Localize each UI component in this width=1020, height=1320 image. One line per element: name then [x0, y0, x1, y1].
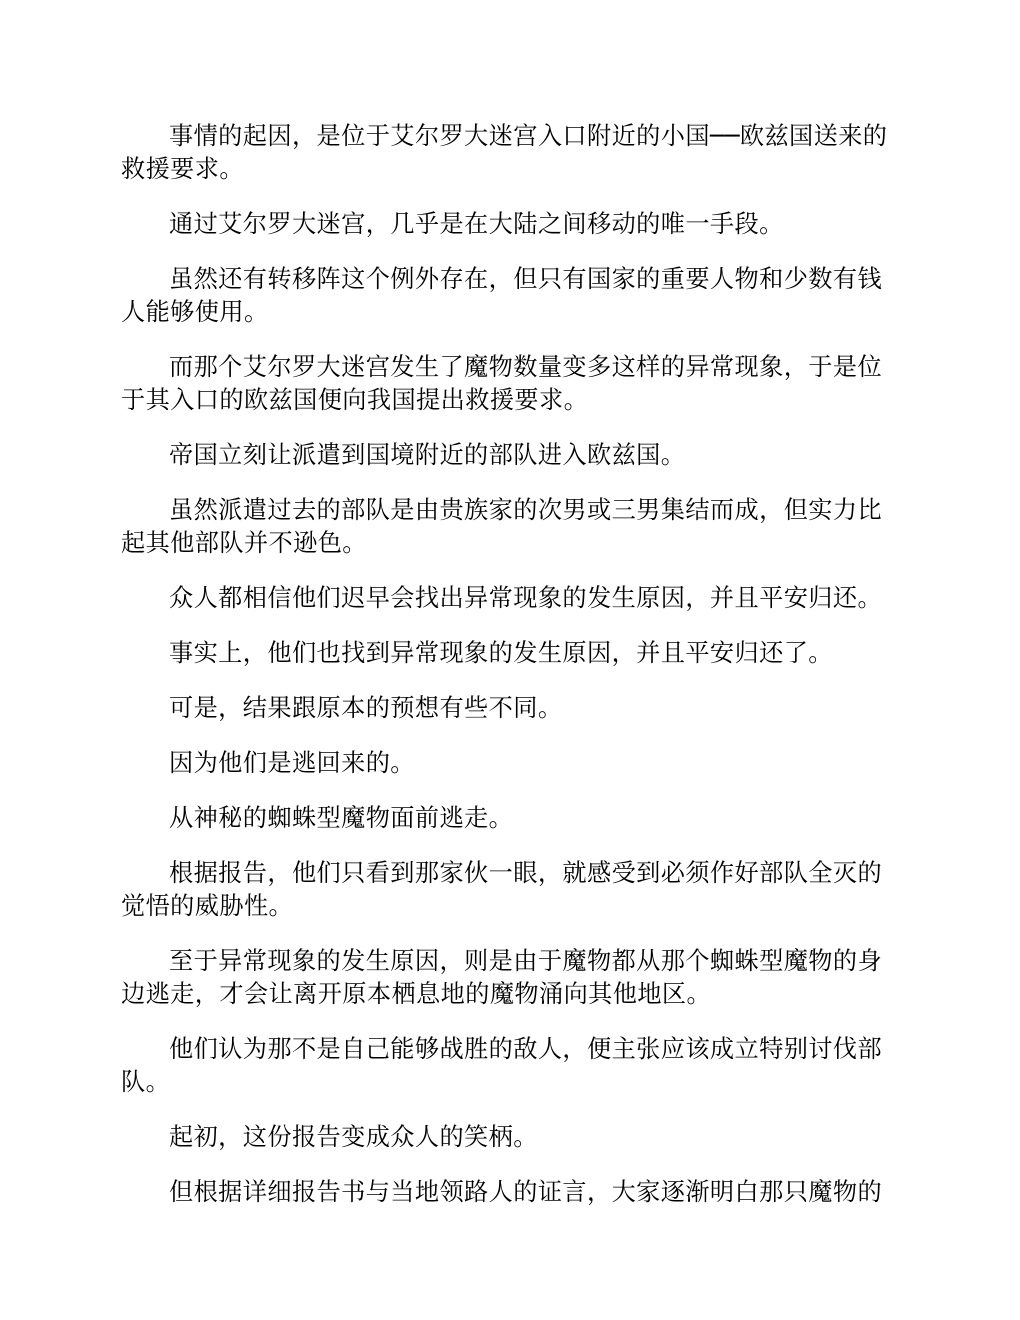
paragraph: 因为他们是逃回来的。	[169, 749, 415, 777]
paragraph: 通过艾尔罗大迷宫，几乎是在大陆之间移动的唯一手段。	[169, 210, 784, 238]
paragraph: 可是，结果跟原本的预想有些不同。	[169, 694, 563, 722]
paragraph: 事情的起因，是位于艾尔罗大迷宫入口附近的小国──欧兹国送来的救援要求。	[121, 122, 888, 183]
paragraph: 起初，这份报告变成众人的笑柄。	[169, 1123, 538, 1151]
paragraph: 从神秘的蜘蛛型魔物面前逃走。	[169, 804, 514, 832]
paragraph: 根据报告，他们只看到那家伙一眼，就感受到必须作好部队全灭的觉悟的威胁性。	[121, 859, 883, 920]
paragraph: 事实上，他们也找到异常现象的发生原因，并且平安归还了。	[169, 639, 833, 667]
paragraph: 但根据详细报告书与当地领路人的证言，大家逐渐明白那只魔物的	[169, 1178, 883, 1206]
document-text-body	[121, 120, 897, 1231]
paragraph: 他们认为那不是自己能够战胜的敌人，便主张应该成立特别讨伐部队。	[121, 1035, 883, 1096]
paragraph: 虽然派遣过去的部队是由贵族家的次男或三男集结而成，但实力比起其他部队并不逊色。	[121, 496, 883, 557]
paragraph: 众人都相信他们迟早会找出异常现象的发生原因，并且平安归还。	[169, 584, 883, 612]
paragraph: 帝国立刻让派遣到国境附近的部队进入欧兹国。	[169, 441, 686, 469]
paragraph: 而那个艾尔罗大迷宫发生了魔物数量变多这样的异常现象，于是位于其入口的欧兹国便向我国提出救援要求。	[121, 353, 883, 414]
paragraph: 虽然还有转移阵这个例外存在，但只有国家的重要人物和少数有钱人能够使用。	[121, 265, 883, 326]
paragraph: 至于异常现象的发生原因，则是由于魔物都从那个蜘蛛型魔物的身边逃走，才会让离开原本栖息地的魔物涌向其他地区。	[121, 947, 883, 1008]
